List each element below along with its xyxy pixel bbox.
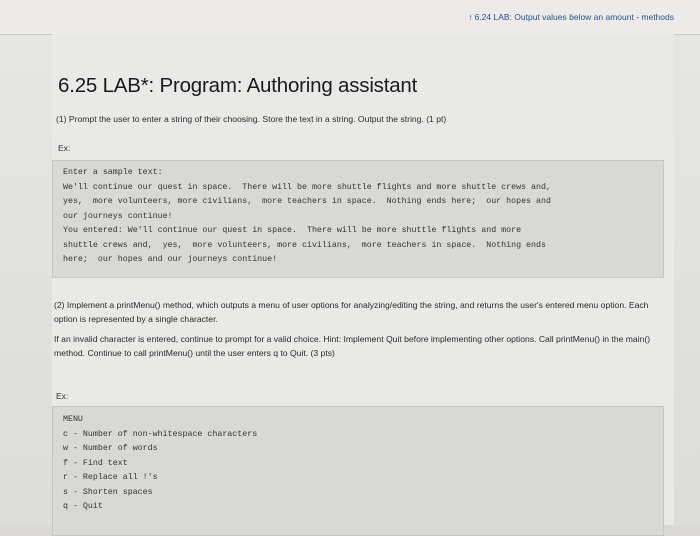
example-line: shuttle crews and, yes, more volunteers, more civilians, more teachers in space. Nothing ends — [63, 240, 546, 250]
example-line: You entered: We'll continue our quest in space. There will be more shuttle flights and more — [63, 226, 522, 235]
previous-lab-link[interactable] — [468, 12, 674, 22]
part2-example-label: Ex: — [56, 391, 69, 401]
menu-item: r - Replace all !'s — [63, 473, 158, 482]
example-line: yes, more volunteers, more civilians, more teachers in space. Nothing ends here; our hopes and — [63, 197, 551, 206]
example-line: here; our hopes and our journeys continue! — [63, 255, 278, 264]
menu-item: w - Number of words — [63, 444, 158, 453]
part2-instructions-2: If an invalid character is entered, continue to prompt for a valid choice. Hint: Implement Quit before implementing other options. Call printMenu() in the main() method. Continue to call printMenu() until the user enters q to Quit. (3 pts) — [54, 334, 651, 358]
lab-content-panel — [52, 34, 674, 525]
menu-item: q - Quit — [63, 502, 103, 511]
example-line: We'll continue our quest in space. There will be more shuttle flights and more shuttle crews and, — [63, 182, 551, 192]
part1-example-output — [52, 160, 664, 278]
page-title: 6.25 LAB*: Program: Authoring assistant — [58, 74, 418, 97]
part1-example-label: Ex: — [58, 143, 71, 153]
up-arrow-icon: ↑ — [468, 12, 473, 22]
menu-item: s - Shorten spaces — [63, 487, 153, 497]
previous-lab-link-label: 6.24 LAB: Output values below an amount - methods — [474, 12, 674, 22]
part1-instructions: (1) Prompt the user to enter a string of their choosing. Store the text in a string. Output the string. (1 pt) — [56, 114, 447, 124]
example-line: Enter a sample text: — [63, 168, 163, 177]
part2-menu-example — [52, 406, 664, 536]
menu-item: f - Find text — [63, 458, 128, 468]
part2-instructions-1: (2) Implement a printMenu() method, which outputs a menu of user options for analyzing/editing the string, and returns the user's entered menu option. Each option is represented by a single character. — [54, 300, 649, 324]
top-navigation-bar — [0, 0, 700, 35]
menu-title: MENU — [63, 415, 83, 424]
menu-item: c - Number of non-whitespace characters — [63, 429, 258, 439]
example-line: our journeys continue! — [63, 211, 173, 221]
